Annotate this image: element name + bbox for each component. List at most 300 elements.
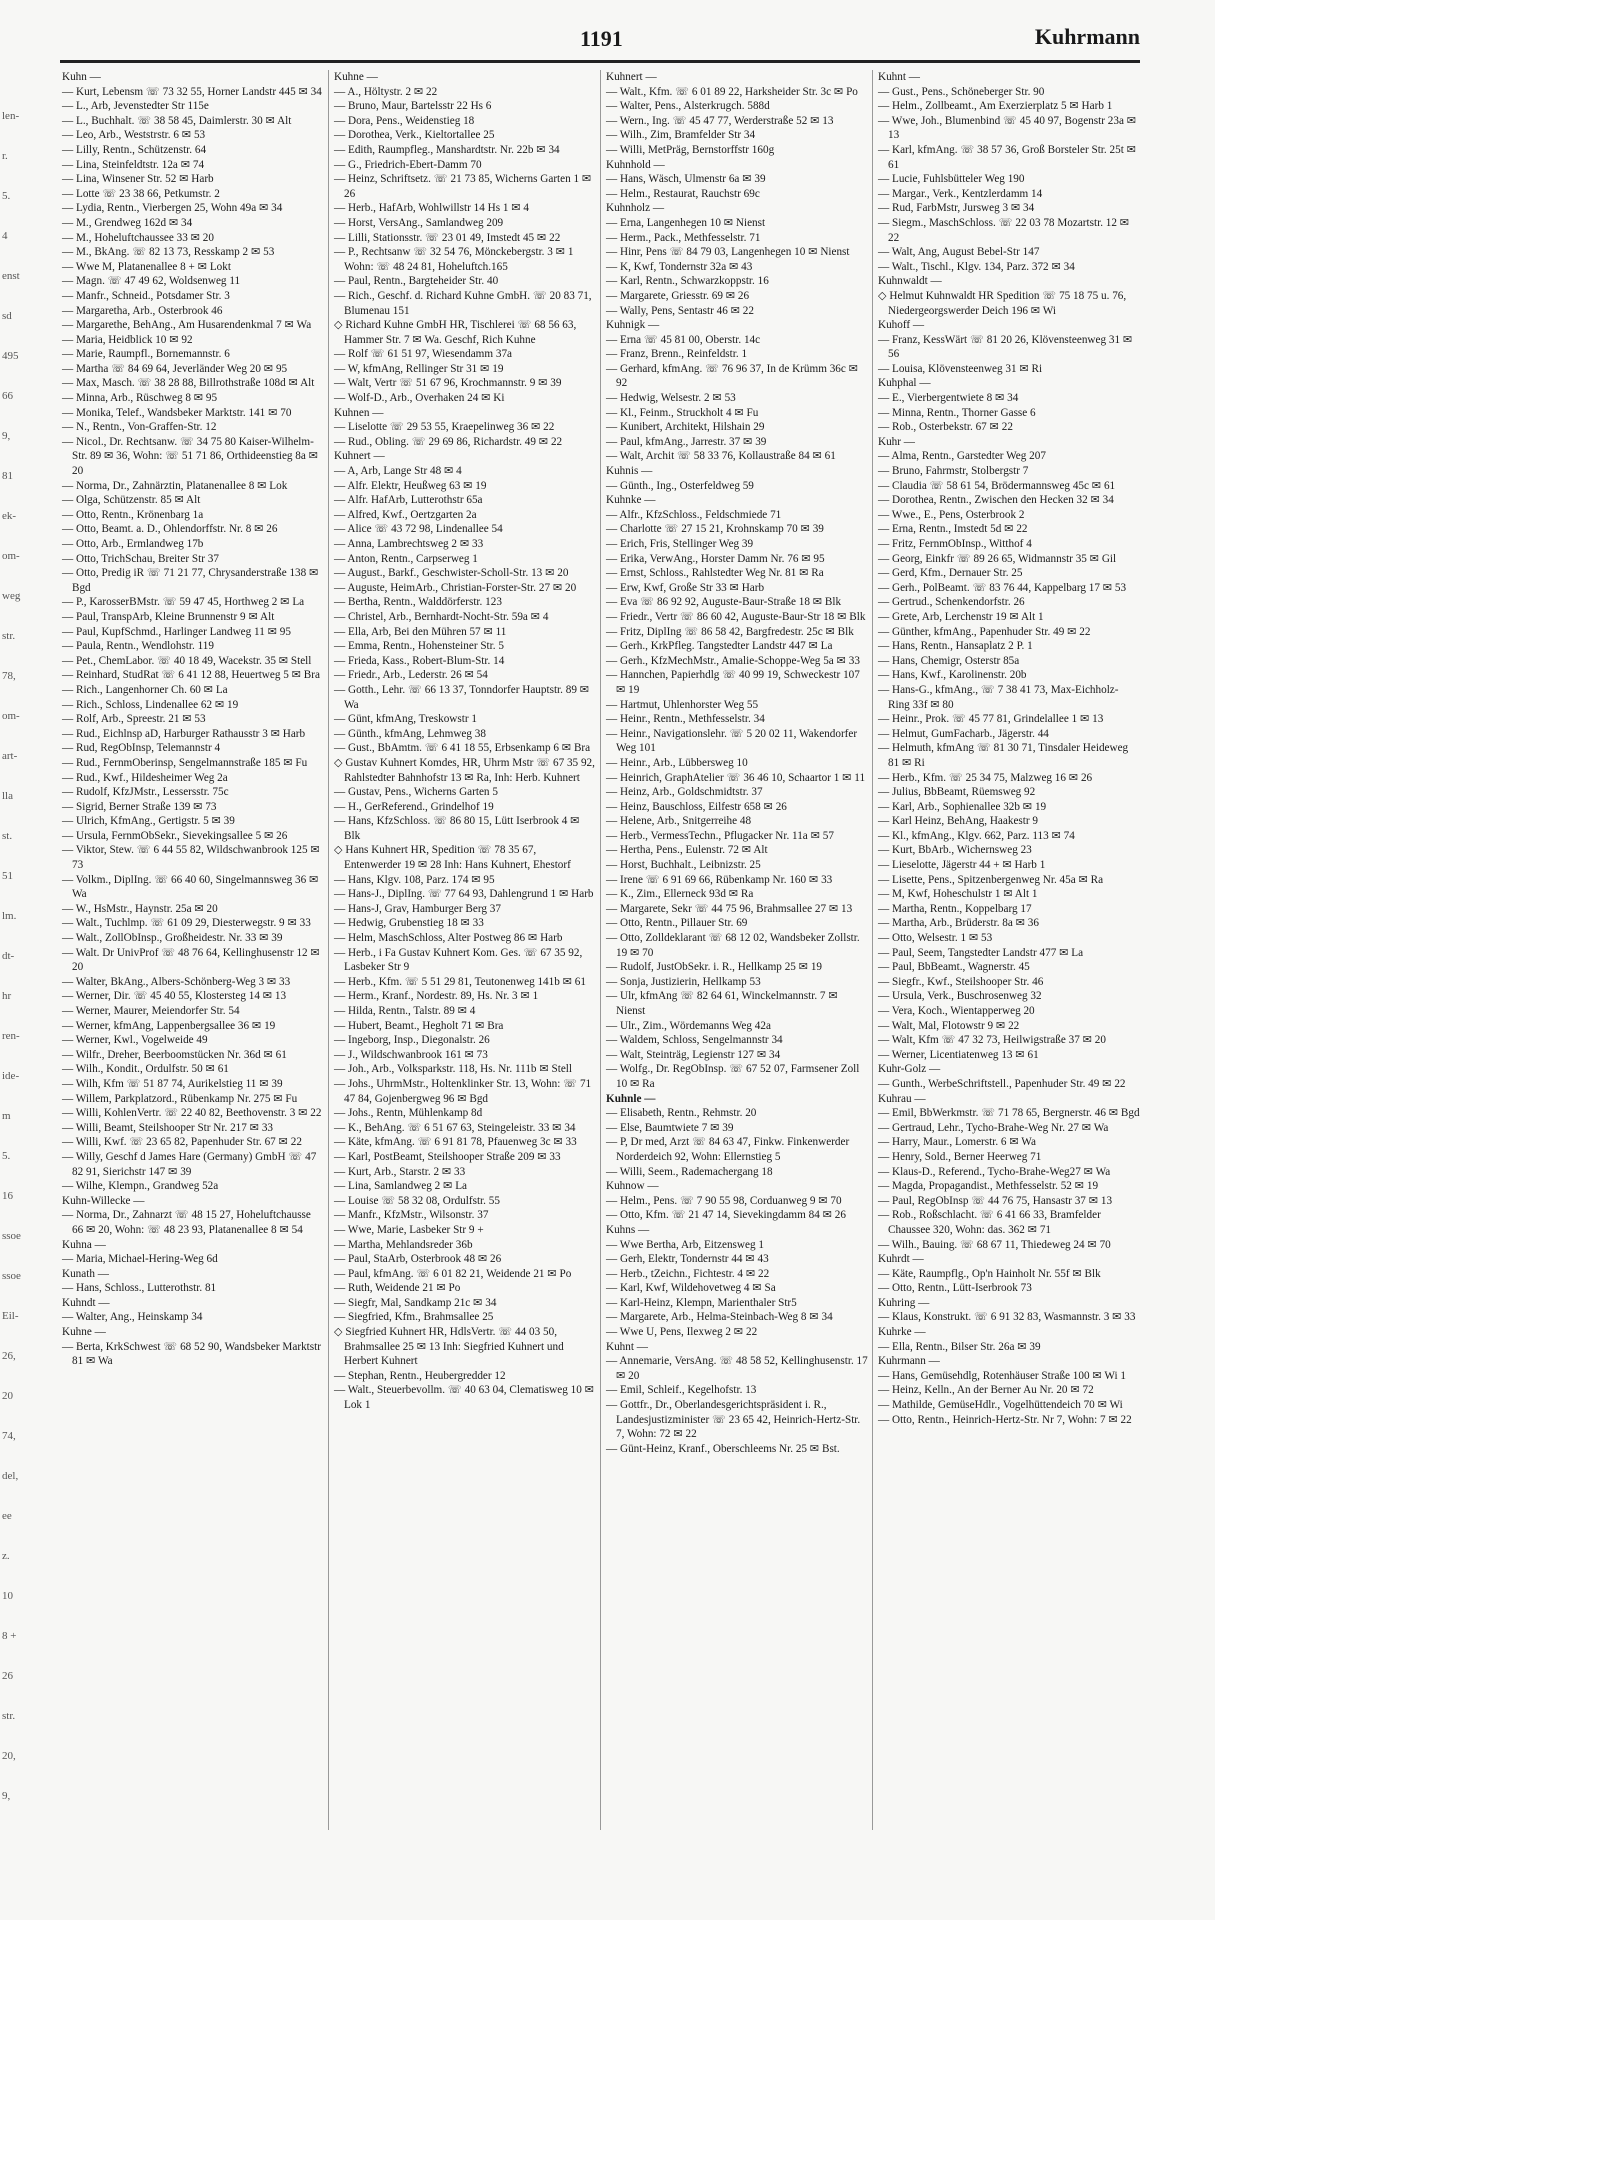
directory-entry: — Herb., VermessTechn., Pflugacker Nr. 11a ✉ 57	[606, 829, 834, 842]
directory-entry: — Wilh., Zim, Bramfelder Str 34	[606, 129, 756, 142]
page-number: 1191	[580, 26, 623, 51]
directory-entry: — Rudolf, JustObSekr. i. R., Hellkamp 25 ✉ 19	[606, 961, 823, 974]
adjacent-page-fragment: Eil-	[2, 1310, 19, 1322]
adjacent-page-fragment: r.	[2, 150, 8, 162]
directory-entry: — Ella, Arb, Bei den Mühren 57 ✉ 11	[334, 625, 507, 638]
directory-entry: — Helmuth, kfmAng ☏ 81 30 71, Tinsdaler Heideweg 81 ✉ Ri	[878, 742, 1129, 769]
directory-entry: — Lina, Samlandweg 2 ✉ La	[334, 1180, 468, 1193]
directory-entry: — Wilh., Kondit., Ordulfstr. 50 ✉ 61	[62, 1063, 229, 1076]
directory-entry: — Günth., Ing., Osterfeldweg 59	[606, 479, 754, 492]
adjacent-page-fragment: del,	[2, 1470, 19, 1482]
directory-entry: — Lina, Steinfeldtstr. 12a ✉ 74	[62, 158, 205, 171]
directory-entry: — Kurt, Arb., Starstr. 2 ✉ 33	[334, 1165, 466, 1178]
directory-entry: — Hans, Rentn., Hansaplatz 2 P. 1	[878, 640, 1033, 653]
directory-entry: — Herb., tZeichn., Fichtestr. 4 ✉ 22	[606, 1267, 770, 1280]
directory-entry: — Reinhard, StudRat ☏ 6 41 12 88, Heuertweg 5 ✉ Bra	[62, 669, 320, 682]
directory-entry: — Gust., BbAmtm. ☏ 6 41 18 55, Erbsenkamp 6 ✉ Bra	[334, 742, 591, 755]
directory-entry: — Otto, Predig iR ☏ 71 21 77, Chrysanderstraße 138 ✉ Bgd	[62, 567, 319, 594]
column-1	[62, 70, 324, 1369]
surname-heading: Kuhn-Willecke —	[62, 1194, 145, 1207]
directory-entry: — Kl., Feinm., Struckholt 4 ✉ Fu	[606, 406, 759, 419]
adjacent-page-fragment: st.	[2, 830, 13, 842]
directory-entry: — Paul, Rentn., Bargteheider Str. 40	[334, 275, 499, 288]
adjacent-page-fragment: len-	[2, 110, 20, 122]
directory-entry: ◇ Gustav Kuhnert Komdes, HR, Uhrm Mstr ☏ 67 35 92, Rahlstedter Bahnhofstr 13 ✉ Ra, Inh: Herb. Kuhnert	[334, 756, 595, 784]
directory-entry: — Ursula, FernmObSekr., Sievekingsallee 5 ✉ 26	[62, 829, 288, 842]
directory-entry: — Henry, Sold., Berner Heerweg 71	[878, 1150, 1042, 1163]
directory-entry: — Erika, VerwAng., Horster Damm Nr. 76 ✉ 95	[606, 552, 825, 565]
directory-entry: — Paul, kfmAng., Jarrestr. 37 ✉ 39	[606, 435, 767, 448]
directory-entry: — Kunibert, Architekt, Hilshain 29	[606, 421, 765, 434]
directory-entry: — P., Rechtsanw ☏ 32 54 76, Mönckebergstr. 3 ✉ 1 Wohn: ☏ 48 24 81, Hoheluftch.165	[334, 246, 574, 273]
directory-entry: — Dora, Pens., Weidenstieg 18	[334, 114, 475, 127]
adjacent-page-fragment: ssoe	[2, 1270, 21, 1282]
adjacent-page-fragment: enst	[2, 270, 20, 282]
directory-entry: — Willi, Beamt, Steilshooper Str Nr. 217 ✉ 33	[62, 1121, 274, 1134]
directory-entry: — Franz, Brenn., Reinfeldstr. 1	[606, 348, 748, 361]
directory-entry: — Johs., Rentn, Mühlenkamp 8d	[334, 1107, 483, 1120]
directory-entry: — M, Kwf, Hoheschulstr 1 ✉ Alt 1	[878, 888, 1038, 901]
directory-entry: — Hans, Chemigr, Osterstr 85a	[878, 654, 1020, 667]
directory-entry: — Wilh, Kfm ☏ 51 87 74, Aurikelstieg 11 ✉ 39	[62, 1077, 283, 1090]
directory-entry: — Walt., Steuerbevollm. ☏ 40 63 04, Clematisweg 10 ✉ Lok 1	[334, 1384, 594, 1412]
directory-entry: — Willem, Parkplatzord., Rübenkamp Nr. 275 ✉ Fu	[62, 1092, 298, 1105]
directory-entry: — Helmut, GumFacharb., Jägerstr. 44	[878, 727, 1049, 740]
directory-entry: — Walter, Ang., Heinskamp 34	[62, 1311, 203, 1324]
surname-heading: Kuhr-Golz —	[878, 1063, 941, 1076]
adjacent-page-fragment: ide-	[2, 1070, 20, 1082]
adjacent-page-fragment: 74,	[2, 1430, 16, 1442]
directory-entry: — Nicol., Dr. Rechtsanw. ☏ 34 75 80 Kaiser-Wilhelm-Str. 89 ✉ 36, Wohn: ☏ 51 71 86, Orthideenstieg 8a ✉ 20	[62, 435, 319, 478]
directory-entry: — Ulr, kfmAng ☏ 82 64 61, Winckelmannstr. 7 ✉ Nienst	[606, 990, 838, 1017]
adjacent-page-fragment: 16	[2, 1190, 13, 1202]
directory-entry: — Karl, Rentn., Schwarzkoppstr. 16	[606, 275, 769, 288]
directory-entry: — Anton, Rentn., Carpserweg 1	[334, 552, 478, 565]
adjacent-page-fragment: ren-	[2, 1030, 20, 1042]
directory-entry: — Siegfr., Kwf., Steilshooper Str. 46	[878, 975, 1044, 988]
directory-entry: — Klaus-D., Referend., Tycho-Brahe-Weg27 ✉ Wa	[878, 1165, 1111, 1178]
directory-entry: — Waldem, Schloss, Sengelmannstr 34	[606, 1034, 783, 1047]
surname-heading: Kuhnen —	[334, 406, 384, 419]
adjacent-page-fragment: lla	[2, 790, 13, 802]
surname-heading: Kuhne —	[334, 71, 378, 83]
directory-entry: — Helm, MaschSchloss, Alter Postweg 86 ✉ Harb	[334, 932, 563, 945]
adjacent-page-fragment: lm.	[2, 910, 17, 922]
directory-entry: — Louisa, Klövensteenweg 31 ✉ Ri	[878, 362, 1043, 375]
adjacent-page-fragment: 81	[2, 470, 13, 482]
directory-entry: — Frieda, Kass., Robert-Blum-Str. 14	[334, 654, 505, 667]
directory-entry: — Lieselotte, Jägerstr 44 + ✉ Harb 1	[878, 859, 1046, 872]
running-heading: Kuhrmann	[1034, 24, 1140, 49]
directory-entry: — Hans-J, Grav, Hamburger Berg 37	[334, 902, 501, 915]
directory-entry: — Leo, Arb., Weststrstr. 6 ✉ 53	[62, 129, 206, 142]
directory-entry: — Walter, BkAng., Albers-Schönberg-Weg 3 ✉ 33	[62, 975, 291, 988]
adjacent-page-fragment: 10	[2, 1590, 13, 1602]
directory-entry: — Gerhard, kfmAng. ☏ 76 96 37, In de Krümm 36c ✉ 92	[606, 362, 859, 390]
page-header	[60, 22, 1140, 62]
directory-entry: — Rud., Kwf., Hildesheimer Weg 2a	[62, 771, 228, 784]
adjacent-page-fragment: 5.	[2, 1150, 11, 1162]
directory-entry: — Hartmut, Uhlenhorster Weg 55	[606, 698, 759, 711]
directory-entry: — Emma, Rentn., Hohensteiner Str. 5	[334, 640, 504, 653]
adjacent-page-fragment: 26	[2, 1670, 13, 1682]
surname-heading: Kuhphal —	[878, 377, 931, 390]
directory-entry: — Martha, Arb., Brüderstr. 8a ✉ 36	[878, 917, 1039, 930]
directory-entry: — Manfr., Schneid., Potsdamer Str. 3	[62, 289, 230, 302]
surname-heading: Kuhrau —	[878, 1092, 926, 1105]
directory-entry: — W., HsMstr., Haynstr. 25a ✉ 20	[62, 902, 218, 915]
adjacent-page-fragment: hr	[2, 990, 12, 1002]
directory-entry: — E., Vierbergentwiete 8 ✉ 34	[878, 392, 1019, 405]
directory-entry: — Rich., Schloss, Lindenallee 62 ✉ 19	[62, 698, 239, 711]
directory-entry: — Paul, kfmAng. ☏ 6 01 82 21, Weidende 21 ✉ Po	[334, 1267, 572, 1280]
adjacent-page-fragment: ssoe	[2, 1230, 21, 1242]
directory-entry: — Manfr., KfzMstr., Wilsonstr. 37	[334, 1209, 489, 1222]
adjacent-page-fragment: weg	[2, 590, 21, 602]
directory-entry: — Monika, Telef., Wandsbeker Marktstr. 141 ✉ 70	[62, 406, 292, 419]
directory-entry: — Wwe Bertha, Arb, Eitzensweg 1	[606, 1238, 764, 1251]
directory-entry: — Paul, RegObInsp ☏ 44 76 75, Hansastr 37 ✉ 13	[878, 1194, 1113, 1207]
directory-entry: — Gerh., KfzMechMstr., Amalie-Schoppe-Weg 5a ✉ 33	[606, 654, 860, 667]
directory-entry: — A, Arb, Lange Str 48 ✉ 4	[334, 465, 462, 478]
directory-entry: — Pet., ChemLabor. ☏ 40 18 49, Wacekstr. 35 ✉ Stell	[62, 654, 312, 667]
directory-entry: — Ernst, Schloss., Rahlstedter Weg Nr. 81 ✉ Ra	[606, 567, 824, 580]
directory-entry: — Erna ☏ 45 81 00, Oberstr. 14c	[606, 333, 761, 346]
adjacent-page-fragment: ee	[2, 1510, 12, 1522]
directory-entry: — Rich., Langenhorner Ch. 60 ✉ La	[62, 683, 228, 696]
adjacent-page-fragment: art-	[2, 750, 18, 762]
surname-heading: Kuhnholz —	[606, 202, 665, 215]
directory-entry: — Lilly, Rentn., Schützenstr. 64	[62, 143, 207, 156]
directory-entry: — Christel, Arb., Bernhardt-Nocht-Str. 59a ✉ 4	[334, 610, 549, 623]
directory-entry: — Ingeborg, Insp., Diegonalstr. 26	[334, 1034, 490, 1047]
directory-entry: — Gunth., WerbeSchriftstell., Papenhuder Str. 49 ✉ 22	[878, 1077, 1126, 1090]
directory-entry: — Ella, Rentn., Bilser Str. 26a ✉ 39	[878, 1340, 1041, 1353]
directory-entry: — Gotth., Lehr. ☏ 66 13 37, Tonndorfer Hauptstr. 89 ✉ Wa	[334, 683, 590, 711]
surname-heading: Kuhrdt —	[878, 1253, 924, 1266]
directory-entry: — Hinr, Pens ☏ 84 79 03, Langenhegen 10 ✉ Nienst	[606, 246, 850, 259]
directory-entry: — L., Buchhalt. ☏ 38 58 45, Daimlerstr. 30 ✉ Alt	[62, 114, 292, 127]
directory-entry: — Rud, FarbMstr, Jursweg 3 ✉ 34	[878, 202, 1035, 215]
directory-entry: — Sigrid, Berner Straße 139 ✉ 73	[62, 800, 217, 813]
directory-entry: — Wwe., E., Pens, Osterbrook 2	[878, 508, 1025, 521]
directory-entry: — Günt-Heinz, Kranf., Oberschleems Nr. 25 ✉ Bst.	[606, 1442, 840, 1455]
directory-entry: ◇ Helmut Kuhnwaldt HR Spedition ☏ 75 18 75 u. 76, Niedergeorgswerder Deich 196 ✉ Wi	[878, 289, 1127, 317]
adjacent-page-fragment: ek-	[2, 510, 17, 522]
directory-entry: — P., KarosserBMstr. ☏ 59 47 45, Horthweg 2 ✉ La	[62, 596, 305, 609]
directory-entry: — Karl Heinz, BehAng, Haakestr 9	[878, 815, 1038, 828]
directory-entry: — Willy, Geschf d James Hare (Germany) GmbH ☏ 47 82 91, Sierichstr 147 ✉ 39	[62, 1150, 317, 1178]
directory-entry: — Rud, RegObInsp, Telemannstr 4	[62, 742, 221, 755]
directory-entry: — Walt, Mal, Flotowstr 9 ✉ 22	[878, 1019, 1020, 1032]
directory-entry: — Rud., Obling. ☏ 29 69 86, Richardstr. 49 ✉ 22	[334, 435, 563, 448]
directory-entry: — Heinr., Rentn., Methfesselstr. 34	[606, 713, 765, 726]
directory-entry: — Herb., Kfm. ☏ 25 34 75, Malzweg 16 ✉ 26	[878, 771, 1093, 784]
directory-entry: — Herm., Pack., Methfesselstr. 71	[606, 231, 761, 244]
surname-heading: Kuhring —	[878, 1296, 930, 1309]
directory-entry: — Hans, Wäsch, Ulmenstr 6a ✉ 39	[606, 173, 766, 186]
directory-entry: — Edith, Raumpfleg., Manshardtstr. Nr. 22b ✉ 34	[334, 143, 560, 156]
surname-heading: Kuhndt —	[62, 1296, 110, 1309]
surname-heading: Kuhrmann —	[878, 1355, 940, 1368]
directory-entry: — Alma, Rentn., Garstedter Weg 207	[878, 450, 1046, 463]
adjacent-page-fragment: 9,	[2, 430, 11, 442]
directory-entry: — Kurt, BbArb., Wichernsweg 23	[878, 844, 1032, 857]
directory-entry: ◇ Richard Kuhne GmbH HR, Tischlerei ☏ 68 56 63, Hammer Str. 7 ✉ Wa. Geschf, Rich Kuhne	[334, 319, 577, 346]
directory-entry: — Wwe U, Pens, Ilexweg 2 ✉ 22	[606, 1326, 758, 1339]
directory-entry: — Lisette, Pens., Spitzenbergenweg Nr. 45a ✉ Ra	[878, 873, 1104, 886]
directory-entry: — Wilh., Bauing. ☏ 68 67 11, Thiedeweg 24 ✉ 70	[878, 1238, 1111, 1251]
directory-entry: — Claudia ☏ 58 61 54, Brödermannsweg 45c ✉ 61	[878, 479, 1116, 492]
directory-entry: — Willi, MetPräg, Bernstorffstr 160g	[606, 143, 775, 156]
adjacent-page-fragment: str.	[2, 630, 16, 642]
directory-entry: — Hans, Gemüsehdlg, Rotenhäuser Straße 100 ✉ Wi 1	[878, 1369, 1126, 1382]
directory-entry: — Minna, Arb., Rüschweg 8 ✉ 95	[62, 392, 218, 405]
surname-heading: Kuhnt —	[878, 71, 920, 83]
directory-entry: — Annemarie, VersAng. ☏ 48 58 52, Kellinghusenstr. 17 ✉ 20	[606, 1355, 868, 1382]
directory-entry: — Gerh., KrkPfleg. Tangstedter Landstr 447 ✉ La	[606, 640, 833, 653]
surname-heading: Kuhnle —	[606, 1092, 656, 1105]
surname-heading: Kuhnwaldt —	[878, 275, 942, 288]
directory-entry: — Alfr., KfzSchloss., Feldschmiede 71	[606, 508, 782, 521]
directory-entry: — Wwe, Joh., Blumenbind ☏ 45 40 97, Bogenstr 23a ✉ 13	[878, 114, 1137, 142]
directory-entry: — Eva ☏ 86 92 92, Auguste-Baur-Straße 18 ✉ Blk	[606, 596, 842, 609]
directory-entry: — Hans-G., kfmAng., ☏ 7 38 41 73, Max-Eichholz-Ring 33f ✉ 80	[878, 683, 1119, 711]
directory-entry: — Magn. ☏ 47 49 62, Woldsenweg 11	[62, 275, 241, 288]
directory-entry: — Lucie, Fuhlsbütteler Weg 190	[878, 173, 1025, 186]
directory-entry: — Heinr., Arb., Lübbersweg 10	[606, 756, 748, 769]
directory-entry: — Gerh., PolBeamt. ☏ 83 76 44, Kappelbarg 17 ✉ 53	[878, 581, 1127, 594]
surname-heading: Kuhnis —	[606, 465, 653, 478]
directory-entry: — Horst, Buchhalt., Leibnizstr. 25	[606, 859, 761, 872]
directory-entry: — K, Kwf, Tondernstr 32a ✉ 43	[606, 260, 753, 273]
directory-entry: — Charlotte ☏ 27 15 21, Krohnskamp 70 ✉ 39	[606, 523, 824, 536]
column-divider	[872, 70, 873, 1830]
directory-entry: — Werner, Dir. ☏ 45 40 55, Klostersteg 14 ✉ 13	[62, 990, 287, 1003]
directory-entry: — Siegm., MaschSchloss. ☏ 22 03 78 Mozartstr. 12 ✉ 22	[878, 216, 1130, 244]
directory-entry: — Rich., Geschf. d. Richard Kuhne GmbH. ☏ 20 83 71, Blumenau 151	[334, 289, 592, 317]
directory-entry: — Wolfg., Dr. RegObInsp. ☏ 67 52 07, Farmsener Zoll 10 ✉ Ra	[606, 1063, 860, 1090]
directory-entry: — Siegfr, Mal, Sandkamp 21c ✉ 34	[334, 1296, 497, 1309]
directory-entry: — Rud., FernmOberinsp, Sengelmannstraße 185 ✉ Fu	[62, 756, 308, 769]
directory-entry: — Emil, BbWerkmstr. ☏ 71 78 65, Bergnerstr. 46 ✉ Bgd	[878, 1107, 1140, 1120]
directory-entry: — Auguste, HeimArb., Christian-Forster-Str. 27 ✉ 20	[334, 581, 577, 594]
surname-heading: Kuhnhold —	[606, 158, 665, 171]
directory-entry: ◇ Siegfried Kuhnert HR, HdlsVertr. ☏ 44 03 50, Brahmsallee 25 ✉ 13 Inh: Siegfried Kuhnert und Herbert Kuhnert	[334, 1326, 564, 1368]
directory-entry: — Hertha, Pens., Eulenstr. 72 ✉ Alt	[606, 844, 768, 857]
directory-entry: — Margarete, Sekr ☏ 44 75 96, Brahmsallee 27 ✉ 13	[606, 902, 853, 915]
directory-entry: — Anna, Lambrechtsweg 2 ✉ 33	[334, 538, 484, 550]
directory-entry: — Rud., Eichlnsp aD, Harburger Rathausstr 3 ✉ Harb	[62, 727, 306, 740]
directory-entry: — Gottfr., Dr., Oberlandesgerichtspräsident i. R., Landesjustizminister ☏ 23 65 42, Heinrich-Hertz-Str. 7, Wohn: 72 ✉ 22	[606, 1399, 861, 1441]
directory-entry: — Olga, Schützenstr. 85 ✉ Alt	[62, 494, 201, 507]
directory-entry: — Walt, Kfm ☏ 47 32 73, Heilwigstraße 37 ✉ 20	[878, 1034, 1106, 1047]
directory-entry: — Alfr. HafArb, Lutterothstr 65a	[334, 494, 483, 507]
directory-entry: — Alfr. Elektr, Heußweg 63 ✉ 19	[334, 479, 487, 492]
directory-entry: — Kl., kfmAng., Klgv. 662, Parz. 113 ✉ 74	[878, 829, 1075, 842]
directory-entry: — Sonja, Justizierin, Hellkamp 53	[606, 975, 761, 988]
directory-entry: — Herb., i Fa Gustav Kuhnert Kom. Ges. ☏ 67 35 92, Lasbeker Str 9	[334, 946, 583, 974]
directory-entry: — Otto, Rentn., Heinrich-Hertz-Str. Nr 7, Wohn: 7 ✉ 22	[878, 1413, 1132, 1426]
directory-entry: — Otto, Welsestr. 1 ✉ 53	[878, 932, 993, 945]
directory-entry: — K., BehAng. ☏ 6 51 67 63, Steingeleistr. 33 ✉ 34	[334, 1121, 576, 1134]
directory-entry: — Paul, StaArb, Osterbrook 48 ✉ 26	[334, 1253, 502, 1266]
directory-entry: — Willi, KohlenVertr. ☏ 22 40 82, Beethovenstr. 3 ✉ 22	[62, 1107, 322, 1120]
directory-entry: — Herb., Kfm. ☏ 5 51 29 81, Teutonenweg 141b ✉ 61	[334, 975, 586, 988]
directory-entry: — Günther, kfmAng., Papenhuder Str. 49 ✉ 22	[878, 625, 1091, 638]
directory-entry: — M., BkAng. ☏ 82 13 73, Resskamp 2 ✉ 53	[62, 246, 275, 259]
directory-entry: — Mathilde, GemüseHdlr., Vogelhüttendeich 70 ✉ Wi	[878, 1399, 1123, 1412]
directory-entry: — Ulr., Zim., Wördemanns Weg 42a	[606, 1019, 771, 1032]
directory-entry: — Rolf, Arb., Spreestr. 21 ✉ 53	[62, 713, 206, 726]
directory-entry: — Otto, Zolldeklarant ☏ 68 12 02, Wandsbeker Zollstr. 19 ✉ 70	[606, 932, 860, 959]
directory-entry: — Karl-Heinz, Klempn, Marienthaler Str5	[606, 1296, 797, 1309]
adjacent-page-fragment: 20,	[2, 1750, 16, 1762]
directory-entry: — Bertha, Rentn., Walddörferstr. 123	[334, 596, 502, 609]
directory-entry: — Wolf-D., Arb., Overhaken 24 ✉ Ki	[334, 392, 505, 405]
directory-entry: — G., Friedrich-Ebert-Damm 70	[334, 158, 482, 171]
directory-entry: — Martha, Rentn., Koppelbarg 17	[878, 902, 1032, 915]
directory-entry: — Herm., Kranf., Nordestr. 89, Hs. Nr. 3 ✉ 1	[334, 990, 539, 1003]
column-4	[878, 70, 1140, 1427]
directory-entry: — Heinz, Arb., Goldschmidtstr. 37	[606, 786, 763, 799]
directory-entry: — Max, Masch. ☏ 38 28 88, Billrothstraße 108d ✉ Alt	[62, 377, 315, 390]
directory-entry: — Walt., Kfm. ☏ 6 01 89 22, Harksheider Str. 3c ✉ Po	[606, 85, 858, 98]
surname-heading: Kuhnt —	[606, 1340, 648, 1353]
surname-heading: Kuhoff —	[878, 319, 925, 332]
directory-entry: — Dorothea, Verk., Kieltortallee 25	[334, 129, 495, 142]
directory-entry: — Alice ☏ 43 72 98, Lindenallee 54	[334, 523, 503, 536]
directory-entry: — L., Arb, Jevenstedter Str 115e	[62, 100, 209, 113]
directory-entry: — Werner, Licentiatenweg 13 ✉ 61	[878, 1048, 1039, 1061]
directory-entry: — Otto, Rentn., Pillauer Str. 69	[606, 917, 748, 930]
directory-entry: — J., Wildschwanbrook 161 ✉ 73	[334, 1048, 488, 1061]
directory-entry: — Heinr., Navigationslehr. ☏ 5 20 02 11, Wakendorfer Weg 101	[606, 727, 858, 755]
directory-entry: — Alfred, Kwf., Oertzgarten 2a	[334, 508, 477, 521]
directory-entry: — Heinz, Schriftsetz. ☏ 21 73 85, Wicherns Garten 1 ✉ 26	[334, 173, 592, 200]
directory-entry: — M., Hoheluftchaussee 33 ✉ 20	[62, 231, 214, 244]
directory-entry: — Rolf ☏ 61 51 97, Wiesendamm 37a	[334, 348, 513, 361]
directory-entry: — Walt, Archit ☏ 58 33 76, Kollaustraße 84 ✉ 61	[606, 450, 836, 463]
surname-heading: Kuhnert —	[606, 71, 657, 83]
directory-entry: — Otto, Arb., Ermlandweg 17b	[62, 538, 204, 550]
directory-entry: — Heinz, Bauschloss, Eilfestr 658 ✉ 26	[606, 800, 787, 813]
surname-heading: Kuhrke —	[878, 1326, 926, 1339]
directory-entry: — Maria, Michael-Hering-Weg 6d	[62, 1253, 218, 1266]
directory-entry: — Günt, kfmAng, Treskowstr 1	[334, 713, 477, 726]
adjacent-page-fragment: 66	[2, 390, 13, 402]
directory-entry: — Grete, Arb, Lerchenstr 19 ✉ Alt 1	[878, 610, 1044, 623]
directory-entry: — Heinr., Prok. ☏ 45 77 81, Grindelallee 1 ✉ 13	[878, 713, 1104, 726]
directory-entry: — Margarete, Griesstr. 69 ✉ 26	[606, 289, 750, 302]
directory-entry: — Siegfried, Kfm., Brahmsallee 25	[334, 1311, 494, 1324]
column-divider	[328, 70, 329, 1830]
directory-entry: — A., Höltystr. 2 ✉ 22	[334, 85, 438, 98]
adjacent-page-fragment: 26,	[2, 1350, 16, 1362]
surname-heading: Kuhns —	[606, 1223, 650, 1236]
directory-entry: — Rob., Osterbekstr. 67 ✉ 22	[878, 421, 1013, 434]
directory-entry: — Fritz, DiplIng ☏ 86 58 42, Bargfredestr. 25c ✉ Blk	[606, 625, 854, 638]
directory-entry: — Norma, Dr., Zahnärztin, Platanenallee 8 ✉ Lok	[62, 479, 288, 492]
surname-heading: Kuhne —	[62, 1326, 106, 1339]
adjacent-page-fragment: z.	[2, 1550, 10, 1562]
directory-entry: — Walter, Pens., Alsterkrugch. 588d	[606, 100, 770, 113]
column-3	[606, 70, 868, 1456]
directory-entry: — Werner, Maurer, Meiendorfer Str. 54	[62, 1005, 240, 1017]
directory-entry: — Martha ☏ 84 69 64, Jeverländer Weg 20 ✉ 95	[62, 362, 288, 375]
directory-entry: — Willi, Seem., Rademachergang 18	[606, 1165, 773, 1178]
directory-entry: — Hedwig, Welsestr. 2 ✉ 53	[606, 392, 736, 405]
directory-entry: — Joh., Arb., Volksparkstr. 118, Hs. Nr. 111b ✉ Stell	[334, 1063, 573, 1076]
directory-entry: — Ulrich, KfmAng., Gertigstr. 5 ✉ 39	[62, 815, 235, 828]
directory-entry: — Käte, kfmAng. ☏ 6 91 81 78, Pfauenweg 3c ✉ 33	[334, 1136, 577, 1149]
directory-entry: — Friedr., Vertr ☏ 86 60 42, Auguste-Baur-Str 18 ✉ Blk	[606, 610, 866, 623]
directory-entry: — Georg, Einkfr ☏ 89 26 65, Widmannstr 35 ✉ Gil	[878, 552, 1117, 565]
header-rule	[60, 60, 1140, 63]
directory-entry: — Liselotte ☏ 29 53 55, Kraepelinweg 36 ✉ 22	[334, 421, 555, 434]
directory-entry: — Käte, Raumpflg., Op'n Hainholt Nr. 55f ✉ Blk	[878, 1267, 1101, 1280]
directory-entry: — Helene, Arb., Snitgerreihe 48	[606, 815, 752, 828]
directory-entry: — Karl, PostBeamt, Steilshooper Straße 209 ✉ 33	[334, 1150, 561, 1163]
directory-entry: — Otto, Rentn., Krönenbarg 1a	[62, 508, 204, 521]
directory-entry: — Karl, Arb., Sophienallee 32b ✉ 19	[878, 800, 1047, 813]
directory-entry: — P, Dr med, Arzt ☏ 84 63 47, Finkw. Finkenwerder Norderdeich 92, Wohn: Ellernstieg 5	[606, 1136, 850, 1163]
directory-entry: — Friedr., Arb., Lederstr. 26 ✉ 54	[334, 669, 488, 682]
directory-entry: — Wilhe, Klempn., Grandweg 52a	[62, 1180, 219, 1193]
surname-heading: Kuhnke —	[606, 494, 656, 507]
directory-entry: — Karl, Kwf, Wildehovetweg 4 ✉ Sa	[606, 1282, 776, 1295]
directory-entry: — Walt, Vertr ☏ 51 67 96, Krochmannstr. 9 ✉ 39	[334, 377, 562, 390]
directory-entry: — Walt., ZollObInsp., Großheidestr. Nr. 33 ✉ 39	[62, 932, 283, 945]
directory-entry: — Berta, KrkSchwest ☏ 68 52 90, Wandsbeker Marktstr 81 ✉ Wa	[62, 1340, 321, 1368]
adjacent-page-fragment: 78,	[2, 670, 16, 682]
directory-entry: — Margaretha, Arb., Osterbrook 46	[62, 304, 223, 317]
directory-entry: — Hubert, Beamt., Hegholt 71 ✉ Bra	[334, 1019, 504, 1032]
directory-entry: — Johs., UhrmMstr., Holtenklinker Str. 13, Wohn: ☏ 71 47 84, Gojenbergweg 96 ✉ Bgd	[334, 1077, 592, 1105]
directory-entry: — Else, Baumtwiete 7 ✉ 39	[606, 1121, 734, 1134]
directory-entry: — Willi, Kwf. ☏ 23 65 82, Papenhuder Str. 67 ✉ 22	[62, 1136, 302, 1149]
directory-entry: — Margarethe, BehAng., Am Husarendenkmal 7 ✉ Wa	[62, 319, 312, 332]
surname-heading: Kuhr —	[878, 435, 915, 448]
directory-entry: — Vera, Koch., Wientapperweg 20	[878, 1005, 1035, 1017]
directory-entry: — Herb., HafArb, Wohlwillstr 14 Hs 1 ✉ 4	[334, 202, 530, 215]
directory-entry: — Hans, Kwf., Karolinenstr. 20b	[878, 669, 1027, 682]
column-2	[334, 70, 596, 1413]
directory-entry: — Gertraud, Lehr., Tycho-Brahe-Weg Nr. 27 ✉ Wa	[878, 1121, 1109, 1134]
directory-entry: — August., Barkf., Geschwister-Scholl-Str. 13 ✉ 20	[334, 567, 569, 580]
directory-entry: — Wwe M, Platanenallee 8 + ✉ Lokt	[62, 260, 231, 273]
directory-entry: — Hans, KfzSchloss. ☏ 86 80 15, Lütt Iserbrook 4 ✉ Blk	[334, 815, 580, 842]
directory-entry: — Marie, Raumpfl., Bornemannstr. 6	[62, 348, 230, 361]
directory-entry: — Gust., Pens., Schöneberger Str. 90	[878, 85, 1045, 98]
directory-entry: — Paul, TranspArb, Kleine Brunnenstr 9 ✉ Alt	[62, 610, 275, 623]
directory-entry: — Franz, KessWärt ☏ 81 20 26, Klövensteenweg 31 ✉ 56	[878, 333, 1133, 361]
surname-heading: Kuhnigk —	[606, 319, 660, 332]
directory-entry: — Klaus, Konstrukt. ☏ 6 91 32 83, Wasmannstr. 3 ✉ 33	[878, 1311, 1136, 1324]
directory-entry: — Helm., Restaurat, Rauchstr 69c	[606, 187, 760, 200]
directory-entry: — Viktor, Stew. ☏ 6 44 55 82, Wildschwanbrook 125 ✉ 73	[62, 844, 320, 872]
surname-heading: Kuhnert —	[334, 450, 385, 463]
directory-entry: — Erw, Kwf, Große Str 33 ✉ Harb	[606, 581, 765, 594]
directory-entry: — Heinz, Kelln., An der Berner Au Nr. 20 ✉ 72	[878, 1384, 1094, 1397]
directory-entry: — Norma, Dr., Zahnarzt ☏ 48 15 27, Hoheluftchausse 66 ✉ 20, Wohn: ☏ 48 23 93, Platanenallee 8 ✉ 54	[62, 1209, 311, 1236]
directory-entry: — Helm., Pens. ☏ 7 90 55 98, Corduanweg 9 ✉ 70	[606, 1194, 842, 1207]
directory-entry: — Rudolf, KfzJMstr., Lessersstr. 75c	[62, 786, 229, 799]
directory-entry: — M., Grendweg 162d ✉ 34	[62, 216, 193, 229]
directory-entry: — Walt., Tischl., Klgv. 134, Parz. 372 ✉ 34	[878, 260, 1075, 273]
directory-entry: — Paula, Rentn., Wendlohstr. 119	[62, 640, 214, 653]
directory-entry: — Rob., Roßschlacht. ☏ 6 41 66 33, Bramfelder Chaussee 320, Wohn: das. 362 ✉ 71	[878, 1209, 1101, 1236]
